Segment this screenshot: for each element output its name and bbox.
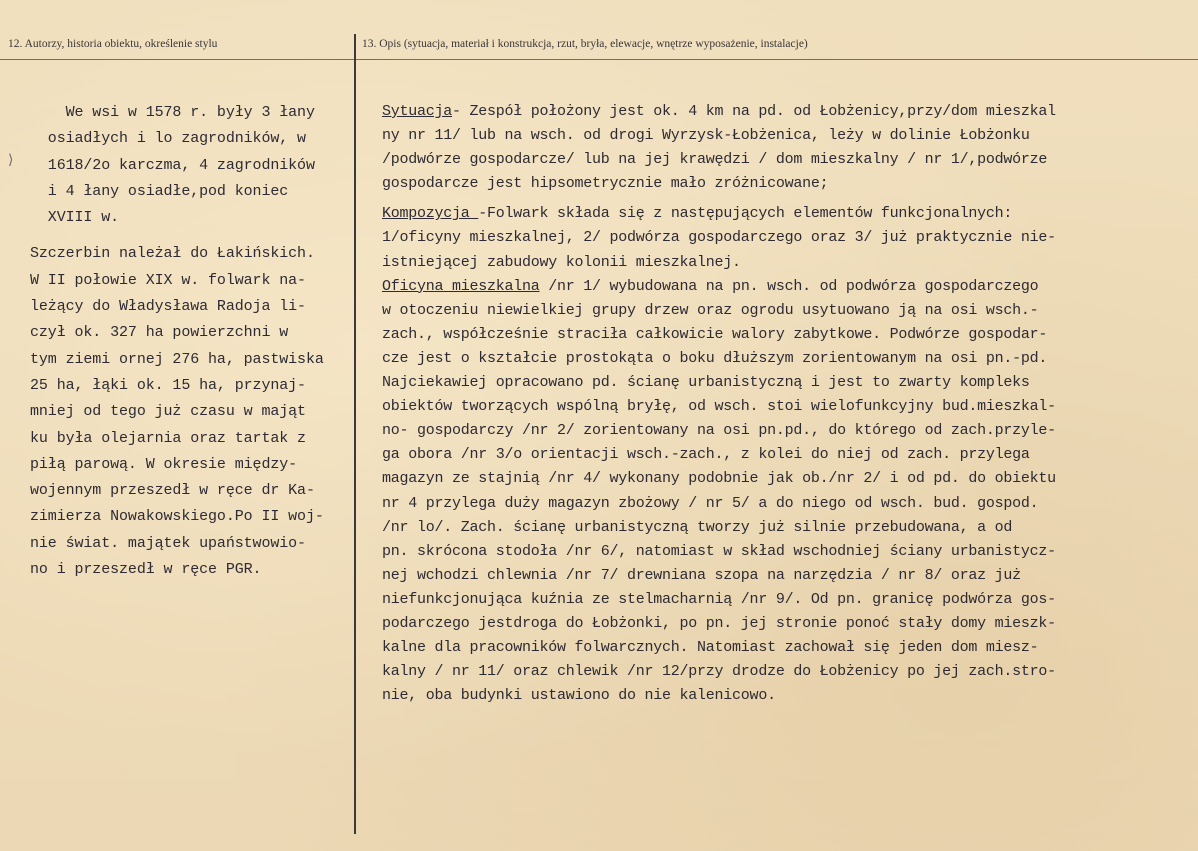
sytuacja-label: Sytuacja (382, 103, 453, 120)
header-section-13: 13. Opis (sytuacja, materiał i konstrukcja, rzut, bryła, elewacje, wnętrze wyposażenie, instalacje) (362, 38, 808, 50)
history-paragraph-1: We wsi w 1578 r. były 3 łany osiadłych i lo zagrodników, w 1618/2o karczma, 4 zagrodników i 4 łany osiadłe,pod koniec XVIII w. (47, 104, 315, 227)
header-divider (0, 59, 1198, 60)
kompozycja-label: Kompozycja (382, 205, 479, 223)
description-column (382, 100, 1192, 708)
header-section-12: 12. Autorzy, historia obiektu, określenie stylu (8, 38, 218, 50)
sytuacja-text: - Zespół położony jest ok. 4 km na pd. od Łobżenicy,przy/dom mieszkal ny nr 11/ lub na wsch. od drogi Wyrzysk-Łobżenica, leży w dolinie Łobżonku /podwórze gospodarcze/ lub na jej krawędzi / dom mieszkalny / nr 1/,podwórze gospodarcze jest hipsometrycznie mało zróżnicowane; (382, 103, 1056, 193)
oficyna-label: Oficyna mieszkalna (382, 277, 540, 295)
oficyna-text: /nr 1/ wybudowana na pn. wsch. od podwórza gospodarczego w otoczeniu niewielkiej grupy drzew oraz ogrodu usytuowano ją na osi wsch.- zach., współcześnie straciła całkowicie walory zabytkowe. Podwórze gospodar- cze jest o kształcie prostokąta o boku dłuższym zorientowanym na osi pn.-pd. Najciekawiej opracowano pd. ścianę urbanistyczną i jest to zwarty kompleks obiektów tworzących wspólną bryłę, od wsch. stoi wielofunkcyjny bud.mieszkal- no- gospodarczy /nr 2/ zorientowany na osi pn.pd., do którego od zach.przyle- ga obora /nr 3/o orientacji wsch.-zach., z kolei do niej od zach. przylega magazyn ze stajnią /nr 4/ wykonany podobnie jak ob./nr 2/ i od pd. do obiektu nr 4 przylega duży magazyn zbożowy / nr 5/ a do niego od wsch. bud. gospod. /nr lo/. Zach. ścianę urbanistyczną tworzy już silnie przebudowana, a od pn. skrócona stodoła /nr 6/, natomiast w skład wschodniej ściany urbanistycz- nej wchodzi chlewnia /nr 7/ drewniana szopa na narzędzia / nr 8/ oraz już niefunkcjonująca kuźnia ze stelmacharnią /nr 9/. Od pn. granicę podwórza gos- podarczego jestdroga do Łobżonki, po pn. jej stronie ponoć stały domy mieszk- kalne dla pracowników folwarcznych. Natomiast zachował się jeden dom miesz- kalny / nr 11/ oraz chlewik /nr 12/przy drodze do Łobżenicy po jej zach.stro- nie, oba budynki ustawiono do nie kalenicowo. (382, 277, 1056, 705)
margin-mark: ⟩ (8, 152, 14, 168)
kompozycja-text: -Folwark składa się z następujących elementów funkcjonalnych: 1/oficyny mieszkalnej, 2/ podwórza gospodarczego oraz 3/ już praktycznie nie- istniejącej zabudowy kolonii mieszkalnej. (382, 205, 1056, 271)
kompozycja-paragraph (382, 202, 1192, 274)
oficyna-paragraph (382, 275, 1192, 709)
history-column (30, 100, 380, 583)
history-paragraph-2: Szczerbin należał do Łakińskich. W II połowie XIX w. folwark na- leżący do Władysława Radoja li- czył ok. 327 ha powierzchni w tym ziemi ornej 276 ha, pastwiska 25 ha, łąki ok. 15 ha, przynaj- mniej od tego już czasu w mająt ku była olejarnia oraz tartak z piłą parową. W okresie między- wojennym przeszedł w ręce dr Ka- zimierza Nowakowskiego.Po II woj- nie świat. majątek upaństwowio- no i przeszedł w ręce PGR. (30, 245, 324, 579)
sytuacja-paragraph (382, 100, 1192, 196)
